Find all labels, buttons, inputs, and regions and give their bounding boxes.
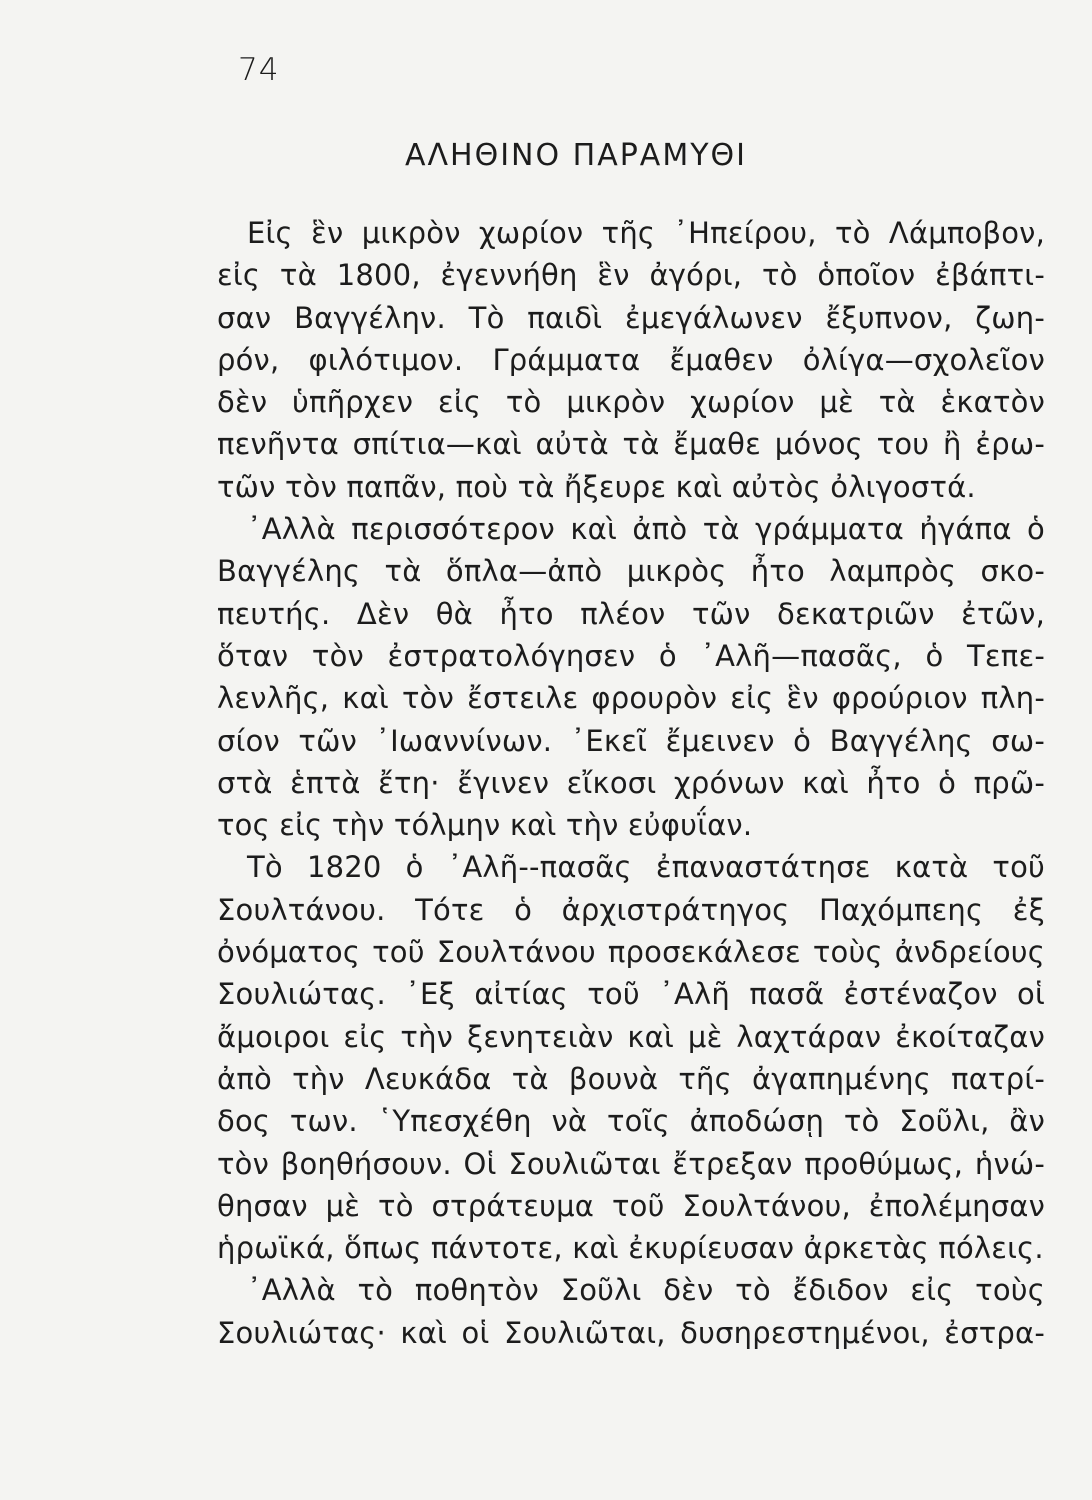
text-line: πευτής. Δὲν θὰ ἦτο πλέον τῶν δεκατριῶν ἐτῶν, (217, 596, 1045, 631)
page-number: 74 (238, 52, 280, 88)
text-line: Τὸ 1820 ὁ ᾿Αλῆ--πασᾶς ἐπαναστάτησε κατὰ τοῦ (247, 850, 1045, 885)
text-line: δος των. ῾Υπεσχέθη νὰ τοῖς ἀποδώσῃ τὸ Σοῦλι, ἂν (217, 1104, 1045, 1139)
text-line: Εἰς ἓν μικρὸν χωρίον τῆς ᾿Ηπείρου, τὸ Λάμποβον, (247, 216, 1045, 250)
text-line: τῶν τὸν παπᾶν, ποὺ τὰ ἤξευρε καὶ αὐτὸς ὀλιγοστά. (217, 469, 976, 504)
text-line: ρόν, φιλότιμον. Γράμματα ἔμαθεν ὀλίγα—σχολεῖον (217, 342, 1045, 377)
text-line: τὸν βοηθήσουν. Οἱ Σουλιῶται ἔτρεξαν προθύμως, ἡνώ- (217, 1146, 1045, 1181)
body-text (217, 212, 1045, 1354)
text-line: ᾿Αλλὰ περισσότερον καὶ ἀπὸ τὰ γράμματα ἠγάπα ὁ (247, 512, 1045, 547)
chapter-title: ΑΛΗΘΙΝΟ ΠΑΡΑΜΥΘΙ (404, 138, 748, 173)
text-line: σαν Βαγγέλην. Τὸ παιδὶ ἐμεγάλωνεν ἔξυπνον, ζωη- (217, 300, 1045, 335)
text-line: ἡρωϊκά, ὅπως πάντοτε, καὶ ἐκυρίευσαν ἀρκετὰς πόλεις. (217, 1231, 1044, 1266)
text-line: τος εἰς τὴν τόλμην καὶ τὴν εὐφυΐαν. (217, 808, 753, 843)
text-line: στὰ ἑπτὰ ἔτη· ἔγινεν εἴκοσι χρόνων καὶ ἦτο ὁ πρῶ- (217, 765, 1045, 800)
text-line: δὲν ὑπῆρχεν εἰς τὸ μικρὸν χωρίον μὲ τὰ ἑκατὸν (217, 385, 1045, 420)
text-line: εἰς τὰ 1800, ἐγεννήθη ἓν ἀγόρι, τὸ ὁποῖον ἐβάπτι- (217, 258, 1045, 293)
text-line: ᾿Αλλὰ τὸ ποθητὸν Σοῦλι δὲν τὸ ἔδιδον εἰς τοὺς (247, 1273, 1045, 1308)
text-line: ἄμοιροι εἰς τὴν ξενητειὰν καὶ μὲ λαχτάραν ἐκοίταζαν (217, 1019, 1045, 1054)
text-line: ὅταν τὸν ἐστρατολόγησεν ὁ ᾿Αλῆ—πασᾶς, ὁ Τεπε- (217, 638, 1045, 673)
text-line: Βαγγέλης τὰ ὅπλα—ἀπὸ μικρὸς ἦτο λαμπρὸς σκο- (217, 554, 1045, 589)
text-line: Σουλιώτας· καὶ οἱ Σουλιῶται, δυσηρεστημένοι, ἐστρα- (217, 1315, 1045, 1350)
text-line: ἀπὸ τὴν Λευκάδα τὰ βουνὰ τῆς ἀγαπημένης πατρί- (217, 1061, 1045, 1096)
text-line: Σουλτάνου. Τότε ὁ ἀρχιστράτηγος Παχόμπεης ἐξ (217, 892, 1045, 927)
text-line: θησαν μὲ τὸ στράτευμα τοῦ Σουλτάνου, ἐπολέμησαν (217, 1188, 1045, 1223)
text-line: πενῆντα σπίτια—καὶ αὐτὰ τὰ ἔμαθε μόνος του ἢ ἐρω- (217, 427, 1045, 462)
text-line: ὀνόματος τοῦ Σουλτάνου προσεκάλεσε τοὺς ἀνδρείους (217, 935, 1045, 970)
text-line: Σουλιώτας. ᾿Εξ αἰτίας τοῦ ᾿Αλῆ πασᾶ ἐστέναζον οἱ (217, 977, 1045, 1012)
text-line: λενλῆς, καὶ τὸν ἔστειλε φρουρὸν εἰς ἓν φρούριον πλη- (217, 681, 1045, 716)
text-line: σίον τῶν ᾿Ιωαννίνων. ᾿Εκεῖ ἔμεινεν ὁ Βαγγέλης σω- (217, 723, 1045, 758)
